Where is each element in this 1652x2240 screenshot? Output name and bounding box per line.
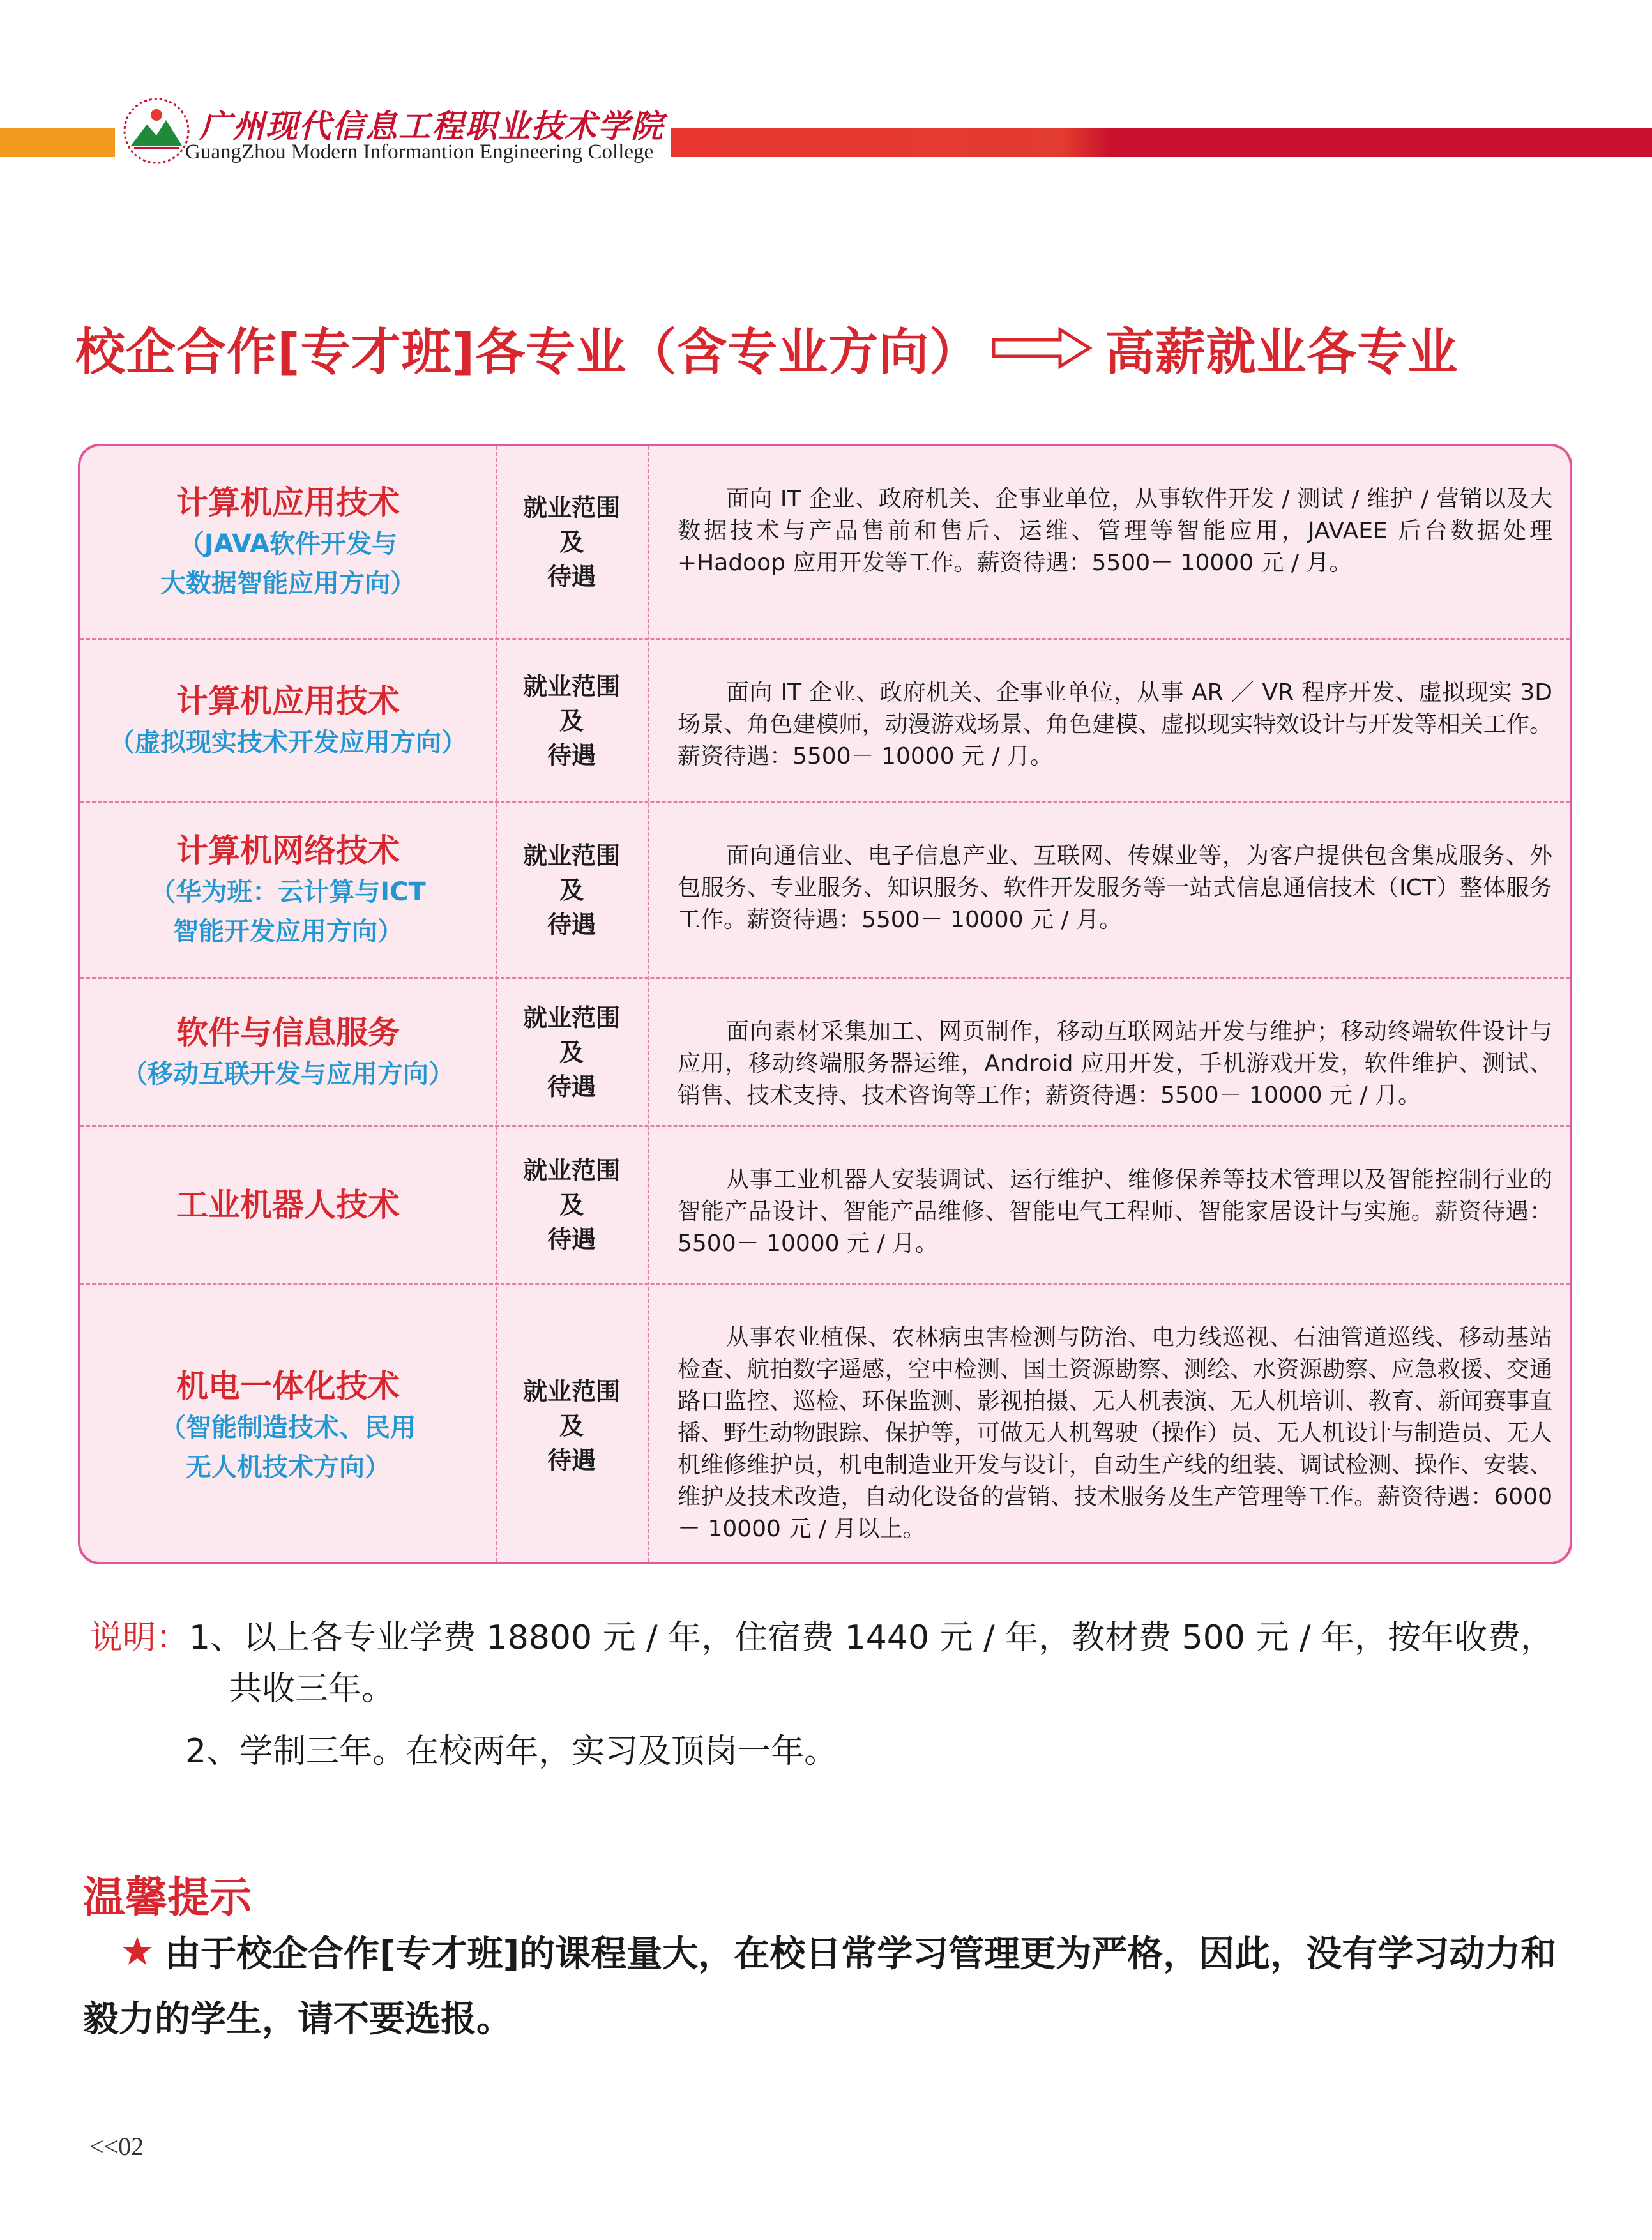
- table-row: [80, 446, 1570, 640]
- header-orange-bar: [0, 128, 115, 157]
- major-cell: [80, 803, 496, 977]
- table-row: [80, 1285, 1570, 1564]
- label-cell: [496, 979, 648, 1125]
- major-cell: [80, 1127, 496, 1283]
- major-direction: 智能开发应用方向）: [173, 917, 403, 946]
- note-line-1b: 共收三年。: [229, 1670, 395, 1708]
- major-name: 计算机应用技术: [176, 682, 400, 720]
- label-line: 就业范围: [522, 494, 620, 522]
- job-description: 面向 IT 企业、政府机关、企事业单位，从事 AR ／ VR 程序开发、虚拟现实 3D 场景、角色建模师，动漫游戏场景、角色建模、虚拟现实特效设计与开发等相关工作。薪资待遇：5500－ 10000 元 / 月。: [678, 679, 1552, 769]
- right-arrow-icon: [991, 326, 1093, 370]
- table-row: [80, 640, 1570, 803]
- label-cell: [496, 446, 648, 638]
- label-line: 及: [559, 1191, 584, 1219]
- tips-title: 温馨提示: [83, 1873, 252, 1922]
- label-line: 就业范围: [522, 842, 620, 870]
- major-name: 计算机网络技术: [176, 832, 400, 869]
- table-row: [80, 979, 1570, 1127]
- label-line: 就业范围: [522, 672, 620, 700]
- label-cell: [496, 803, 648, 977]
- label-line: 及: [559, 528, 584, 556]
- major-direction: 无人机技术方向）: [186, 1453, 390, 1482]
- label-line: 及: [559, 876, 584, 904]
- label-line: 及: [559, 1412, 584, 1440]
- label-line: 待遇: [547, 911, 596, 939]
- major-cell: [80, 979, 496, 1125]
- note-text: 1、以上各专业学费 18800 元 / 年，住宿费 1440 元 / 年，教材费 500 元 / 年，按年收费，: [189, 1619, 1554, 1657]
- major-cell: [80, 1285, 496, 1564]
- major-direction: （智能制造技术、民用: [160, 1413, 416, 1442]
- header-red-bar: [671, 128, 1652, 157]
- job-description: 面向素材采集加工、网页制作，移动互联网站开发与维护；移动终端软件设计与应用，移动终端服务器运维，Android 应用开发，手机游戏开发，软件维护、测试、销售、技术支持、技术咨询等工作；薪资待遇：5500－ 10000 元 / 月。: [678, 1018, 1552, 1109]
- major-direction: （华为班：云计算与ICT: [150, 877, 426, 907]
- job-description: 从事农业植保、农林病虫害检测与防治、电力线巡视、石油管道巡线、移动基站检查、航拍数字遥感，空中检测、国土资源勘察、测绘、水资源勘察、应急救援、交通路口监控、巡检、环保监测、影视拍摄、无人机表演、无人机培训、教育、新闻赛事直播、野生动物跟踪、保护等，可做无人机驾驶（操作）员、无人机设计与制造员、无人机维修维护员，机电制造业开发与设计，自动生产线的组装、调试检测、操作、安装、维护及技术改造，自动化设备的营销、技术服务及生产管理等工作。薪资待遇：6000－ 10000 元 / 月以上。: [678, 1324, 1552, 1542]
- label-cell: [496, 1285, 648, 1564]
- major-direction: （移动互联开发与应用方向）: [122, 1059, 454, 1089]
- major-name: 计算机应用技术: [176, 484, 400, 521]
- majors-table: [78, 444, 1572, 1564]
- label-line: 就业范围: [522, 1156, 620, 1184]
- page-number: <<02: [89, 2132, 144, 2161]
- major-cell: [80, 640, 496, 801]
- note-line-1: [89, 1610, 1554, 1658]
- label-line: 就业范围: [522, 1003, 620, 1032]
- label-line: 待遇: [547, 1072, 596, 1101]
- label-cell: [496, 1127, 648, 1283]
- major-direction: （JAVA软件开发与: [178, 529, 398, 559]
- job-description: 面向 IT 企业、政府机关、企事业单位，从事软件开发 / 测试 / 维护 / 营销以及大数据技术与产品售前和售后、运维、管理等智能应用，JAVAEE 后台数据处理 +Hadoop 应用开发等工作。薪资待遇：5500－ 10000 元 / 月。: [678, 486, 1552, 576]
- title-right: 高薪就业各专业: [1105, 324, 1459, 381]
- major-name: 工业机器人技术: [176, 1186, 400, 1223]
- major-cell: [80, 446, 496, 638]
- label-line: 待遇: [547, 741, 596, 769]
- note-line-2: 2、学制三年。在校两年，实习及顶岗一年。: [185, 1732, 838, 1771]
- note-label: 说明：: [89, 1619, 190, 1657]
- school-name-cn: 广州现代信息工程职业技术学院: [199, 107, 664, 145]
- star-icon: [121, 1935, 153, 1967]
- label-line: 及: [559, 706, 584, 735]
- label-cell: [496, 640, 648, 801]
- major-name: 软件与信息服务: [176, 1013, 400, 1051]
- label-line: 待遇: [547, 1225, 596, 1253]
- major-name: 机电一体化技术: [176, 1368, 400, 1405]
- job-description: 从事工业机器人安装调试、运行维护、维修保养等技术管理以及智能控制行业的智能产品设计、智能产品维修、智能电气工程师、智能家居设计与实施。薪资待遇：5500－ 10000 元 / 月。: [678, 1167, 1552, 1257]
- major-direction: 大数据智能应用方向）: [160, 569, 416, 598]
- tips-text: 由于校企合作[专才班]的课程量大，在校日常学习管理更为严格，因此，没有学习动力和毅力的学生，请不要选报。: [83, 1934, 1557, 2040]
- table-row: [80, 1127, 1570, 1285]
- major-direction: （虚拟现实技术开发应用方向）: [109, 727, 467, 757]
- page-title: [75, 313, 1458, 383]
- label-line: 及: [559, 1038, 584, 1066]
- label-line: 就业范围: [522, 1377, 620, 1405]
- label-line: 待遇: [547, 1446, 596, 1474]
- tips-body: [83, 1922, 1577, 2052]
- table-row: [80, 803, 1570, 979]
- title-left: 校企合作[专才班]各专业（含专业方向）: [75, 324, 980, 381]
- school-name-en: GuangZhou Modern Informantion Engineering College: [185, 140, 654, 163]
- job-description: 面向通信业、电子信息产业、互联网、传媒业等，为客户提供包含集成服务、外包服务、专业服务、知识服务、软件开发服务等一站式信息通信技术（ICT）整体服务工作。薪资待遇：5500－ 10000 元 / 月。: [678, 843, 1552, 933]
- school-logo-icon: [121, 96, 192, 166]
- label-line: 待遇: [547, 563, 596, 591]
